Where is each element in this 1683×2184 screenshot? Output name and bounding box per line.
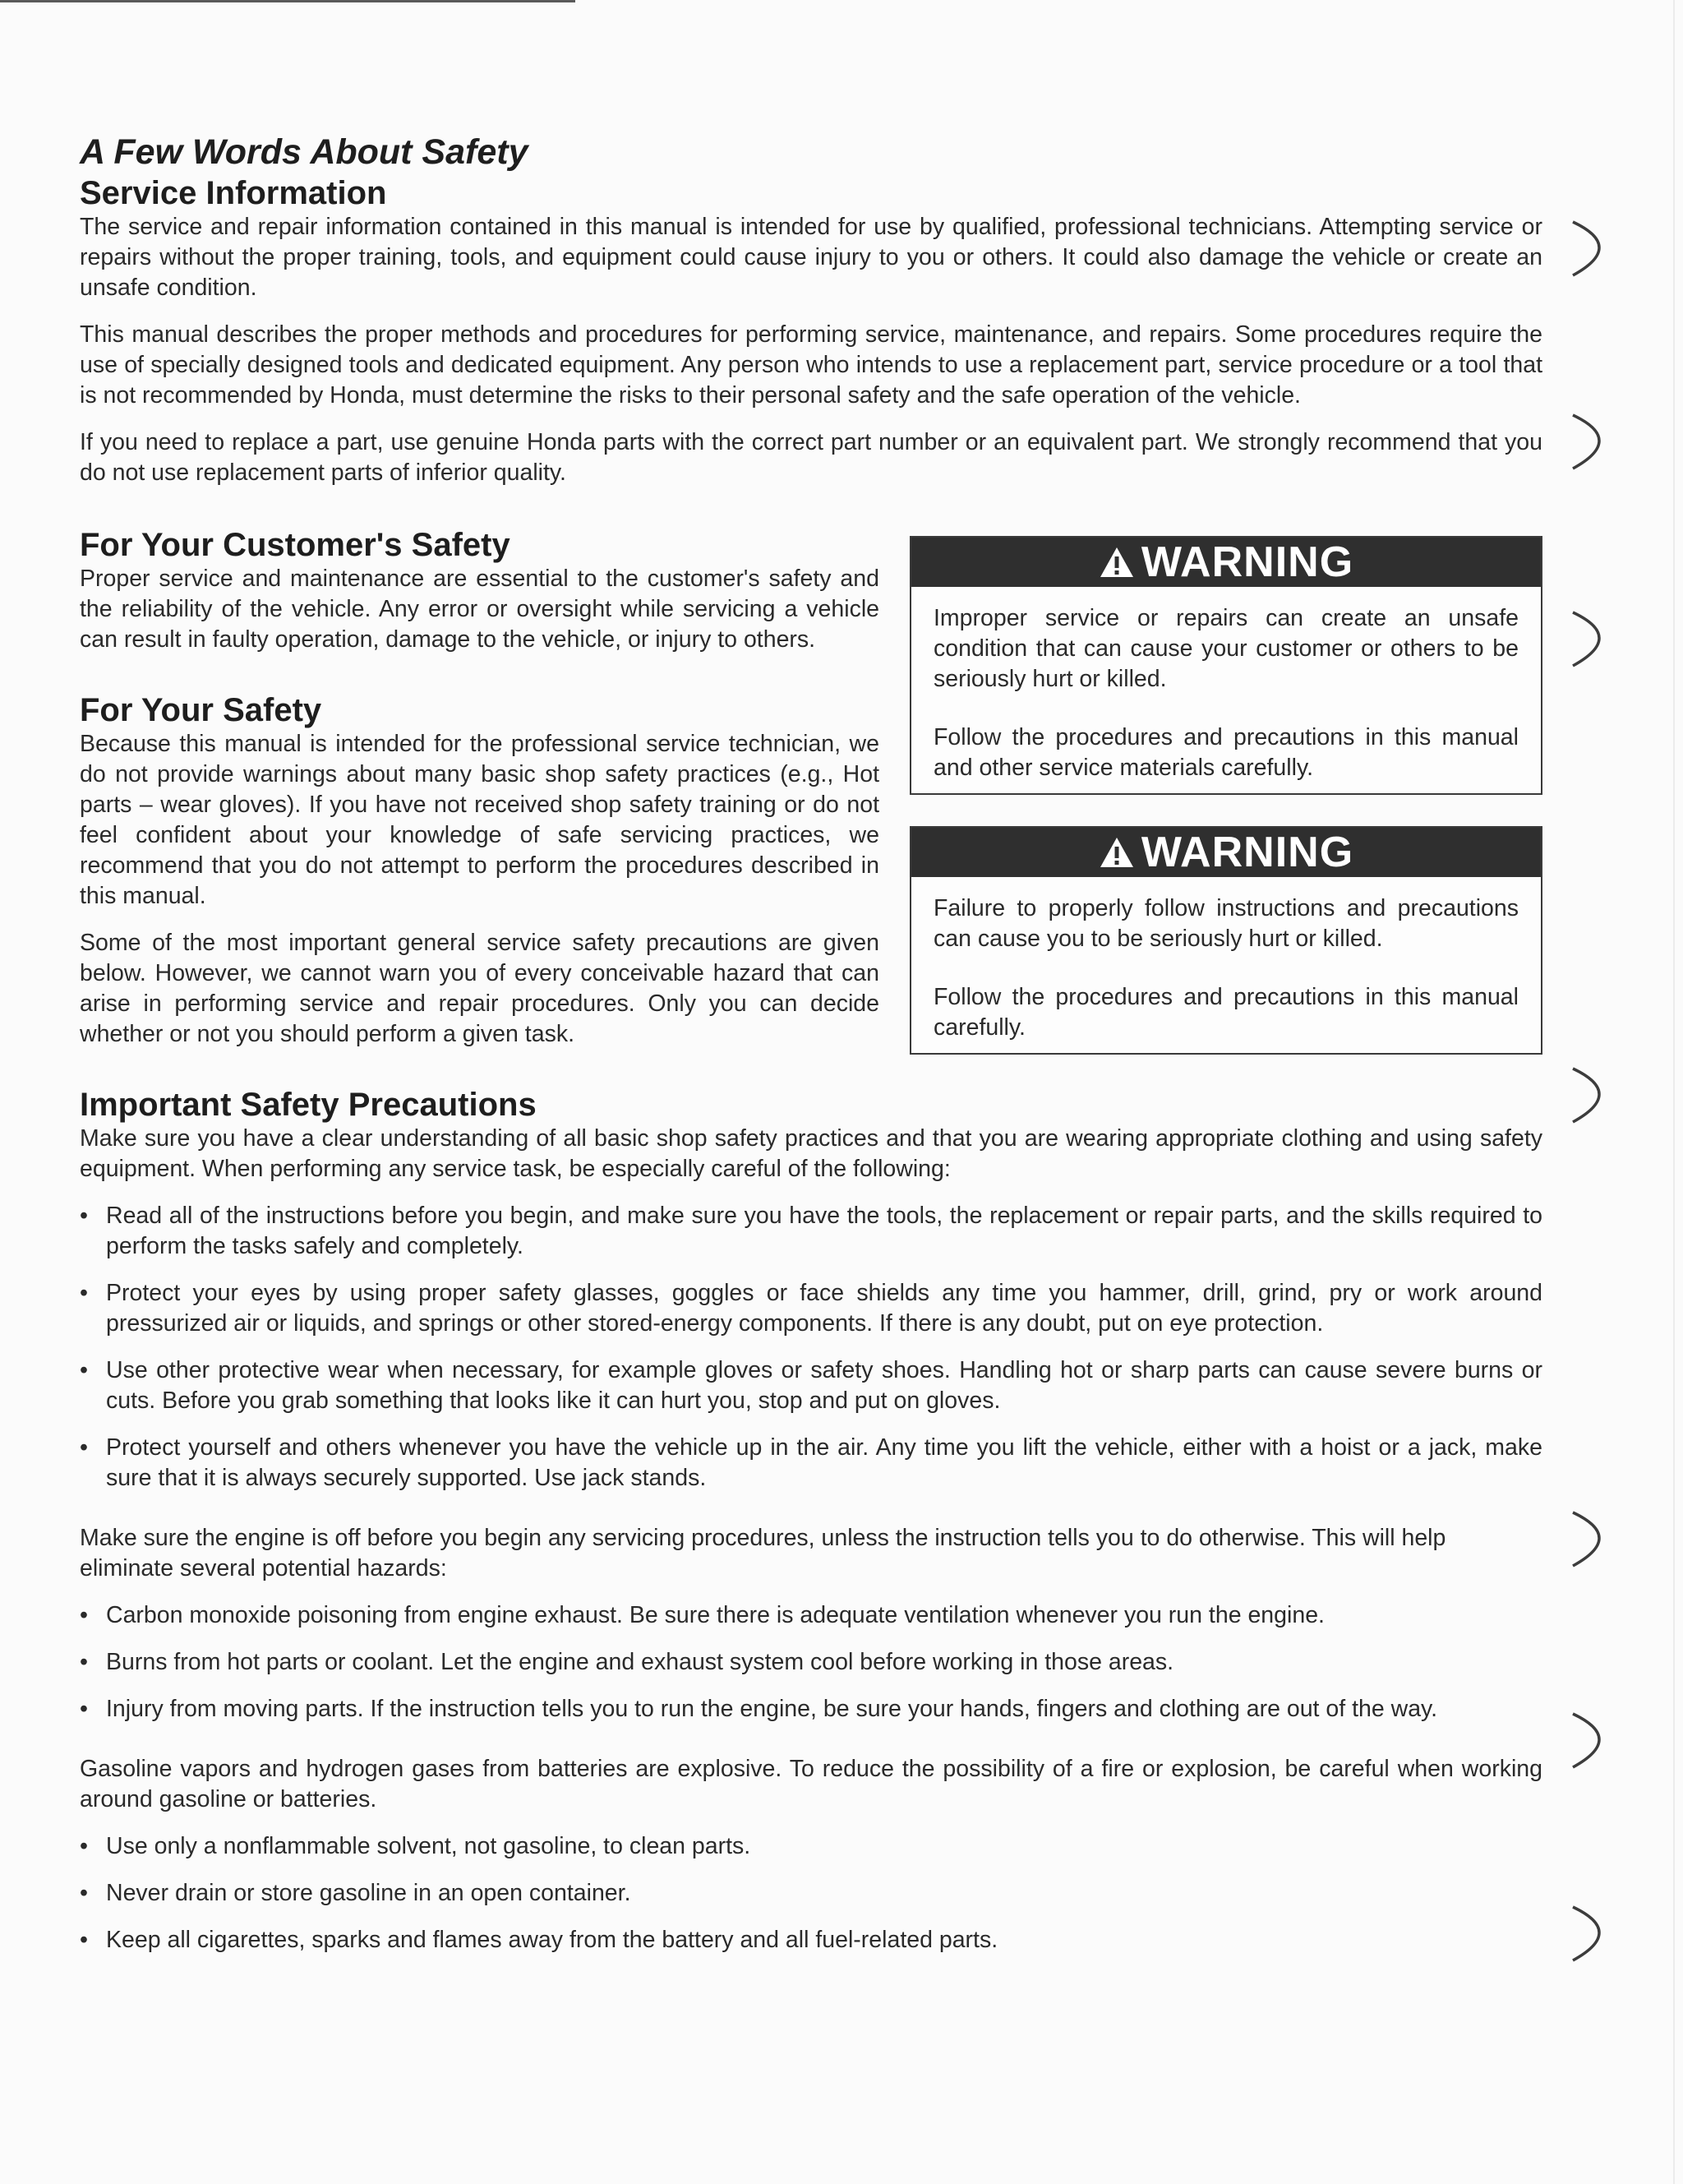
page-edge xyxy=(1673,0,1675,2184)
warning-body xyxy=(911,587,1541,793)
warning-header xyxy=(911,538,1541,587)
binder-hole-1 xyxy=(1573,222,1599,275)
two-column-block xyxy=(80,526,1542,1055)
customer-safety-text: Proper service and maintenance are essential to the customer's safety and the reliability of the vehicle. Any error or oversight while servicing a vehicle can result in faulty operation, damage to the vehicle, or injury to others. xyxy=(80,565,879,653)
binder-hole-7 xyxy=(1573,1907,1599,1960)
gasoline-paragraph: Gasoline vapors and hydrogen gases from batteries are explosive. To reduce the possibility of a fire or explosion, be careful when working around gasoline or batteries. xyxy=(80,1755,1542,1812)
service-info-paragraph-1: The service and repair information contained in this manual is intended for use by qualified, professional technicians. Attempting service or repairs without the proper training, tools, and equipment could cause injury to you or others. It could also damage the vehicle or create an unsafe condition. xyxy=(80,213,1542,301)
important-precautions-heading: Important Safety Precautions xyxy=(80,1086,537,1123)
warning-body xyxy=(911,877,1541,1053)
engine-off-paragraph: Make sure the engine is off before you begin any servicing procedures, unless the instruction tells you to do otherwise. This will help eliminate several potential hazards: xyxy=(80,1524,1446,1581)
warning-box-1 xyxy=(910,536,1542,795)
right-column xyxy=(910,526,1542,1055)
list-item: • Carbon monoxide poisoning from engine exhaust. Be sure there is adequate ventilation whenever you run the engine. xyxy=(80,1600,1542,1631)
list-item: • Protect your eyes by using proper safety glasses, goggles or face shields any time you hammer, drill, grind, pry or work around pressurized air or liquids, and springs or other stored-energy components. If there is any doubt, put on eye protection. xyxy=(80,1278,1542,1339)
gasoline-list xyxy=(80,1831,1542,1955)
warning-1-text-2: Follow the procedures and precautions in this manual and other service materials carefully. xyxy=(934,723,1519,781)
precautions-intro: Make sure you have a clear understanding of all basic shop safety practices and that you are wearing appropriate clothing and using safety equipment. When performing any service task, be especially careful of the following: xyxy=(80,1124,1542,1182)
list-item: • Injury from moving parts. If the instruction tells you to run the engine, be sure your hands, fingers and clothing are out of the way. xyxy=(80,1694,1542,1725)
binder-hole-2 xyxy=(1573,415,1599,469)
binder-hole-5 xyxy=(1573,1512,1599,1566)
important-precautions-section xyxy=(80,1086,1542,1955)
binder-hole-6 xyxy=(1573,1714,1599,1767)
customer-safety-heading: For Your Customer's Safety xyxy=(80,526,510,563)
warning-triangle-icon xyxy=(1099,836,1135,869)
list-item: • Use other protective wear when necessary, for example gloves or safety shoes. Handling hot or sharp parts can cause severe burns or cuts. Before you grab something that looks like it can hurt you, stop and put on gloves. xyxy=(80,1355,1542,1416)
service-info-paragraph-2: This manual describes the proper methods and procedures for performing service, maintenance, and repairs. Some procedures require the use of specially designed tools and dedicated equipment. Any person who intends to use a replacement part, service procedure or a tool that is not recommended by Honda, must determine the risks to their personal safety and the safe operation of the vehicle. xyxy=(80,321,1542,409)
left-column xyxy=(80,526,879,1055)
page-content xyxy=(80,132,1542,1955)
binder-hole-3 xyxy=(1573,612,1599,666)
list-item: • Burns from hot parts or coolant. Let the engine and exhaust system cool before working in those areas. xyxy=(80,1647,1542,1678)
binder-hole-4 xyxy=(1573,1069,1599,1122)
list-item: • Keep all cigarettes, sparks and flames away from the battery and all fuel-related parts. xyxy=(80,1925,1542,1955)
warning-box-2 xyxy=(910,826,1542,1055)
list-item: • Protect yourself and others whenever you have the vehicle up in the air. Any time you lift the vehicle, either with a hoist or a jack, make sure that it is always securely supported. Use jack stands. xyxy=(80,1433,1542,1494)
warning-2-text-1: Failure to properly follow instructions and precautions can cause you to be seriously hurt or killed. xyxy=(934,894,1519,952)
binder-holes xyxy=(1561,0,1627,2184)
hazards-list xyxy=(80,1600,1542,1725)
page-title: A Few Words About Safety xyxy=(80,132,528,172)
your-safety-paragraph-2: Some of the most important general service safety precautions are given below. However, we cannot warn you of every conceivable hazard that can arise in performing service and repair procedures. Only you can decide whether or not you should perform a given task. xyxy=(80,929,879,1047)
warning-1-text-1: Improper service or repairs can create an unsafe condition that can cause your customer or others to be seriously hurt or killed. xyxy=(934,604,1519,692)
list-item: • Read all of the instructions before you begin, and make sure you have the tools, the replacement or repair parts, and the skills required to perform the tasks safely and completely. xyxy=(80,1201,1542,1262)
warning-2-text-2: Follow the procedures and precautions in this manual carefully. xyxy=(934,983,1519,1041)
service-information-heading: Service Information xyxy=(80,174,387,211)
precautions-list-1 xyxy=(80,1201,1542,1494)
warning-header xyxy=(911,828,1541,877)
top-scan-line xyxy=(0,0,575,2)
list-item: • Use only a nonflammable solvent, not gasoline, to clean parts. xyxy=(80,1831,1542,1862)
list-item: • Never drain or store gasoline in an open container. xyxy=(80,1878,1542,1909)
service-info-paragraph-3: If you need to replace a part, use genuine Honda parts with the correct part number or an equivalent part. We strongly recommend that you do not use replacement parts of inferior quality. xyxy=(80,428,1542,486)
your-safety-paragraph-1: Because this manual is intended for the professional service technician, we do not provide warnings about many basic shop safety practices (e.g., Hot parts – wear gloves). If you have not received shop safety training or do not feel confident about your knowledge of safe servicing practices, we recommend that you do not attempt to perform the procedures described in this manual. xyxy=(80,730,879,909)
warning-label: WARNING xyxy=(1141,538,1354,586)
warning-triangle-icon xyxy=(1099,546,1135,579)
your-safety-heading: For Your Safety xyxy=(80,691,322,728)
service-information-section xyxy=(80,174,1542,488)
warning-label: WARNING xyxy=(1141,828,1354,876)
